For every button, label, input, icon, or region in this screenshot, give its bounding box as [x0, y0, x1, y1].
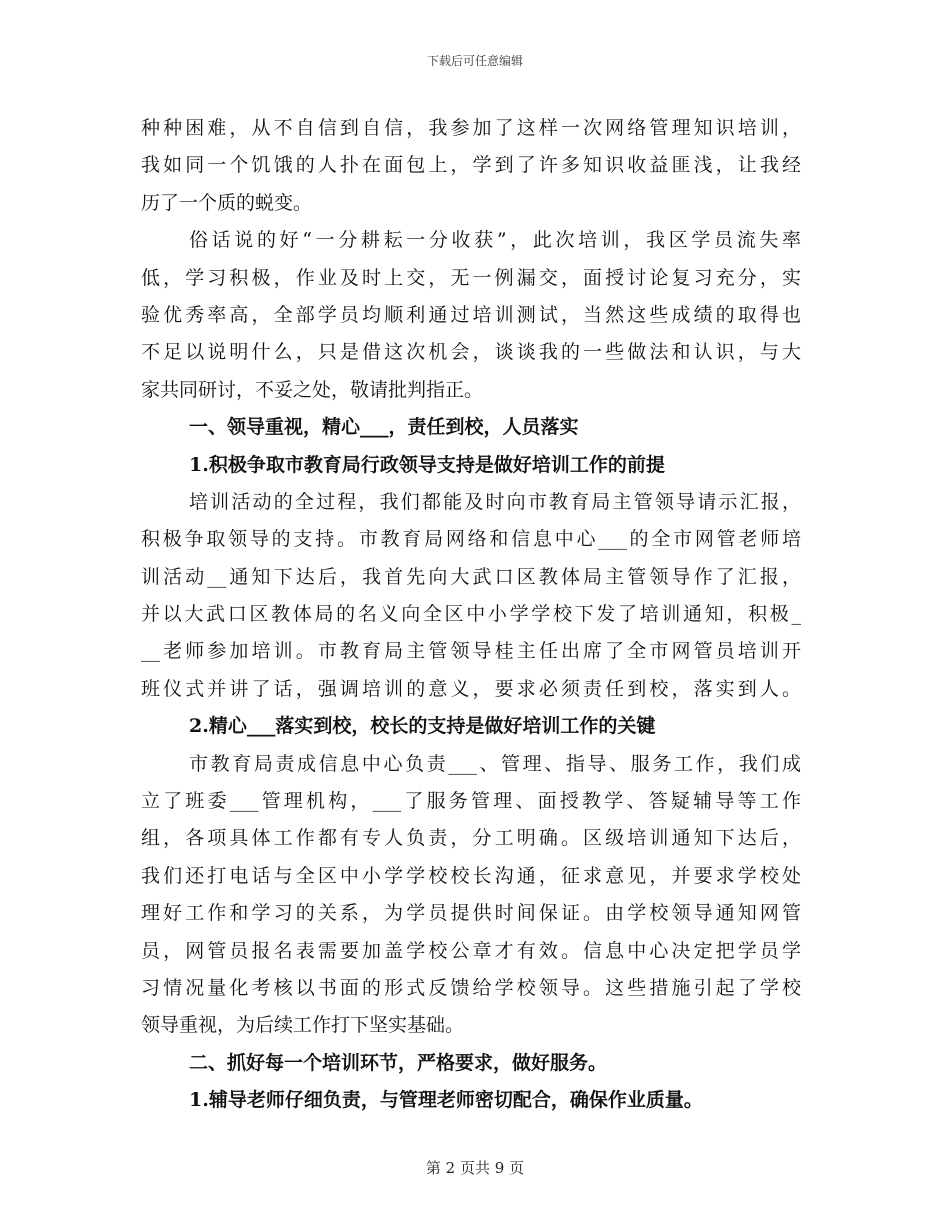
body-line: __老师参加培训。市教育局主管领导桂主任出席了全市网管员培训开 — [141, 640, 801, 663]
body-line: 理好工作和学习的关系，为学员提供时间保证。由学校领导通知网管 — [141, 902, 801, 925]
body-line: 领导重视，为后续工作打下坚实基础。 — [141, 1014, 465, 1037]
body-line: 我如同一个饥饿的人扑在面包上，学到了许多知识收益匪浅，让我经 — [141, 154, 801, 177]
body-line: 不足以说明什么，只是借这次机会，谈谈我的一些做法和认识，与大 — [141, 341, 801, 364]
subsection-heading: 1.积极争取市教育局行政领导支持是做好培训工作的前提 — [189, 453, 665, 476]
body-line: 习情况量化考核以书面的形式反馈给学校领导。这些措施引起了学校 — [141, 976, 801, 999]
body-line: 立了班委___管理机构，___了服务管理、面授教学、答疑辅导等工作 — [141, 790, 801, 813]
paragraph-start: 俗话说的好“一分耕耘一分收获”，此次培训，我区学员流失率 — [189, 229, 801, 252]
section-heading: 一、领导重视，精心___，责任到校，人员落实 — [189, 416, 579, 439]
section-heading: 二、抓好每一个培训环节，严格要求，做好服务。 — [189, 1051, 608, 1074]
subsection-heading: 1.辅导老师仔细负责，与管理老师密切配合，确保作业质量。 — [189, 1089, 703, 1112]
body-line: 低，学习积极，作业及时上交，无一例漏交，面授讨论复习充分，实 — [141, 266, 801, 289]
body-line: 积极争取领导的支持。市教育局网络和信息中心___的全市网管老师培 — [141, 528, 801, 551]
paragraph-start: 培训活动的全过程，我们都能及时向市教育局主管领导请示汇报， — [189, 490, 801, 513]
document-body — [141, 110, 801, 1120]
body-line: 组，各项具体工作都有专人负责，分工明确。区级培训通知下达后， — [141, 827, 801, 850]
page-header: 下载后可任意编辑 — [426, 54, 523, 68]
page-footer: 第 2 页共 9 页 — [425, 1159, 525, 1177]
body-line: 班仪式并讲了话，强调培训的意义，要求必须责任到校，落实到人。 — [141, 677, 801, 700]
body-line: 家共同研讨，不妥之处，敬请批判指正。 — [141, 378, 484, 401]
body-line: 我们还打电话与全区中小学学校校长沟通，征求意见，并要求学校处 — [141, 864, 801, 887]
body-line: 员，网管员报名表需要加盖学校公章才有效。信息中心决定把学员学 — [141, 939, 801, 962]
body-line: 种种困难，从不自信到自信，我参加了这样一次网络管理知识培训， — [141, 117, 801, 139]
body-line: 历了一个质的蜕变。 — [141, 191, 313, 214]
body-line: 并以大武口区教体局的名义向全区中小学学校下发了培训通知，积极_ — [141, 603, 801, 626]
paragraph-start: 市教育局责成信息中心负责___、管理、指导、服务工作，我们成 — [189, 752, 801, 775]
body-line: 验优秀率高，全部学员均顺利通过培训测试，当然这些成绩的取得也 — [141, 303, 801, 326]
body-line: 训活动__通知下达后，我首先向大武口区教体局主管领导作了汇报， — [141, 565, 801, 588]
subsection-heading: 2.精心___落实到校，校长的支持是做好培训工作的关键 — [189, 715, 656, 738]
